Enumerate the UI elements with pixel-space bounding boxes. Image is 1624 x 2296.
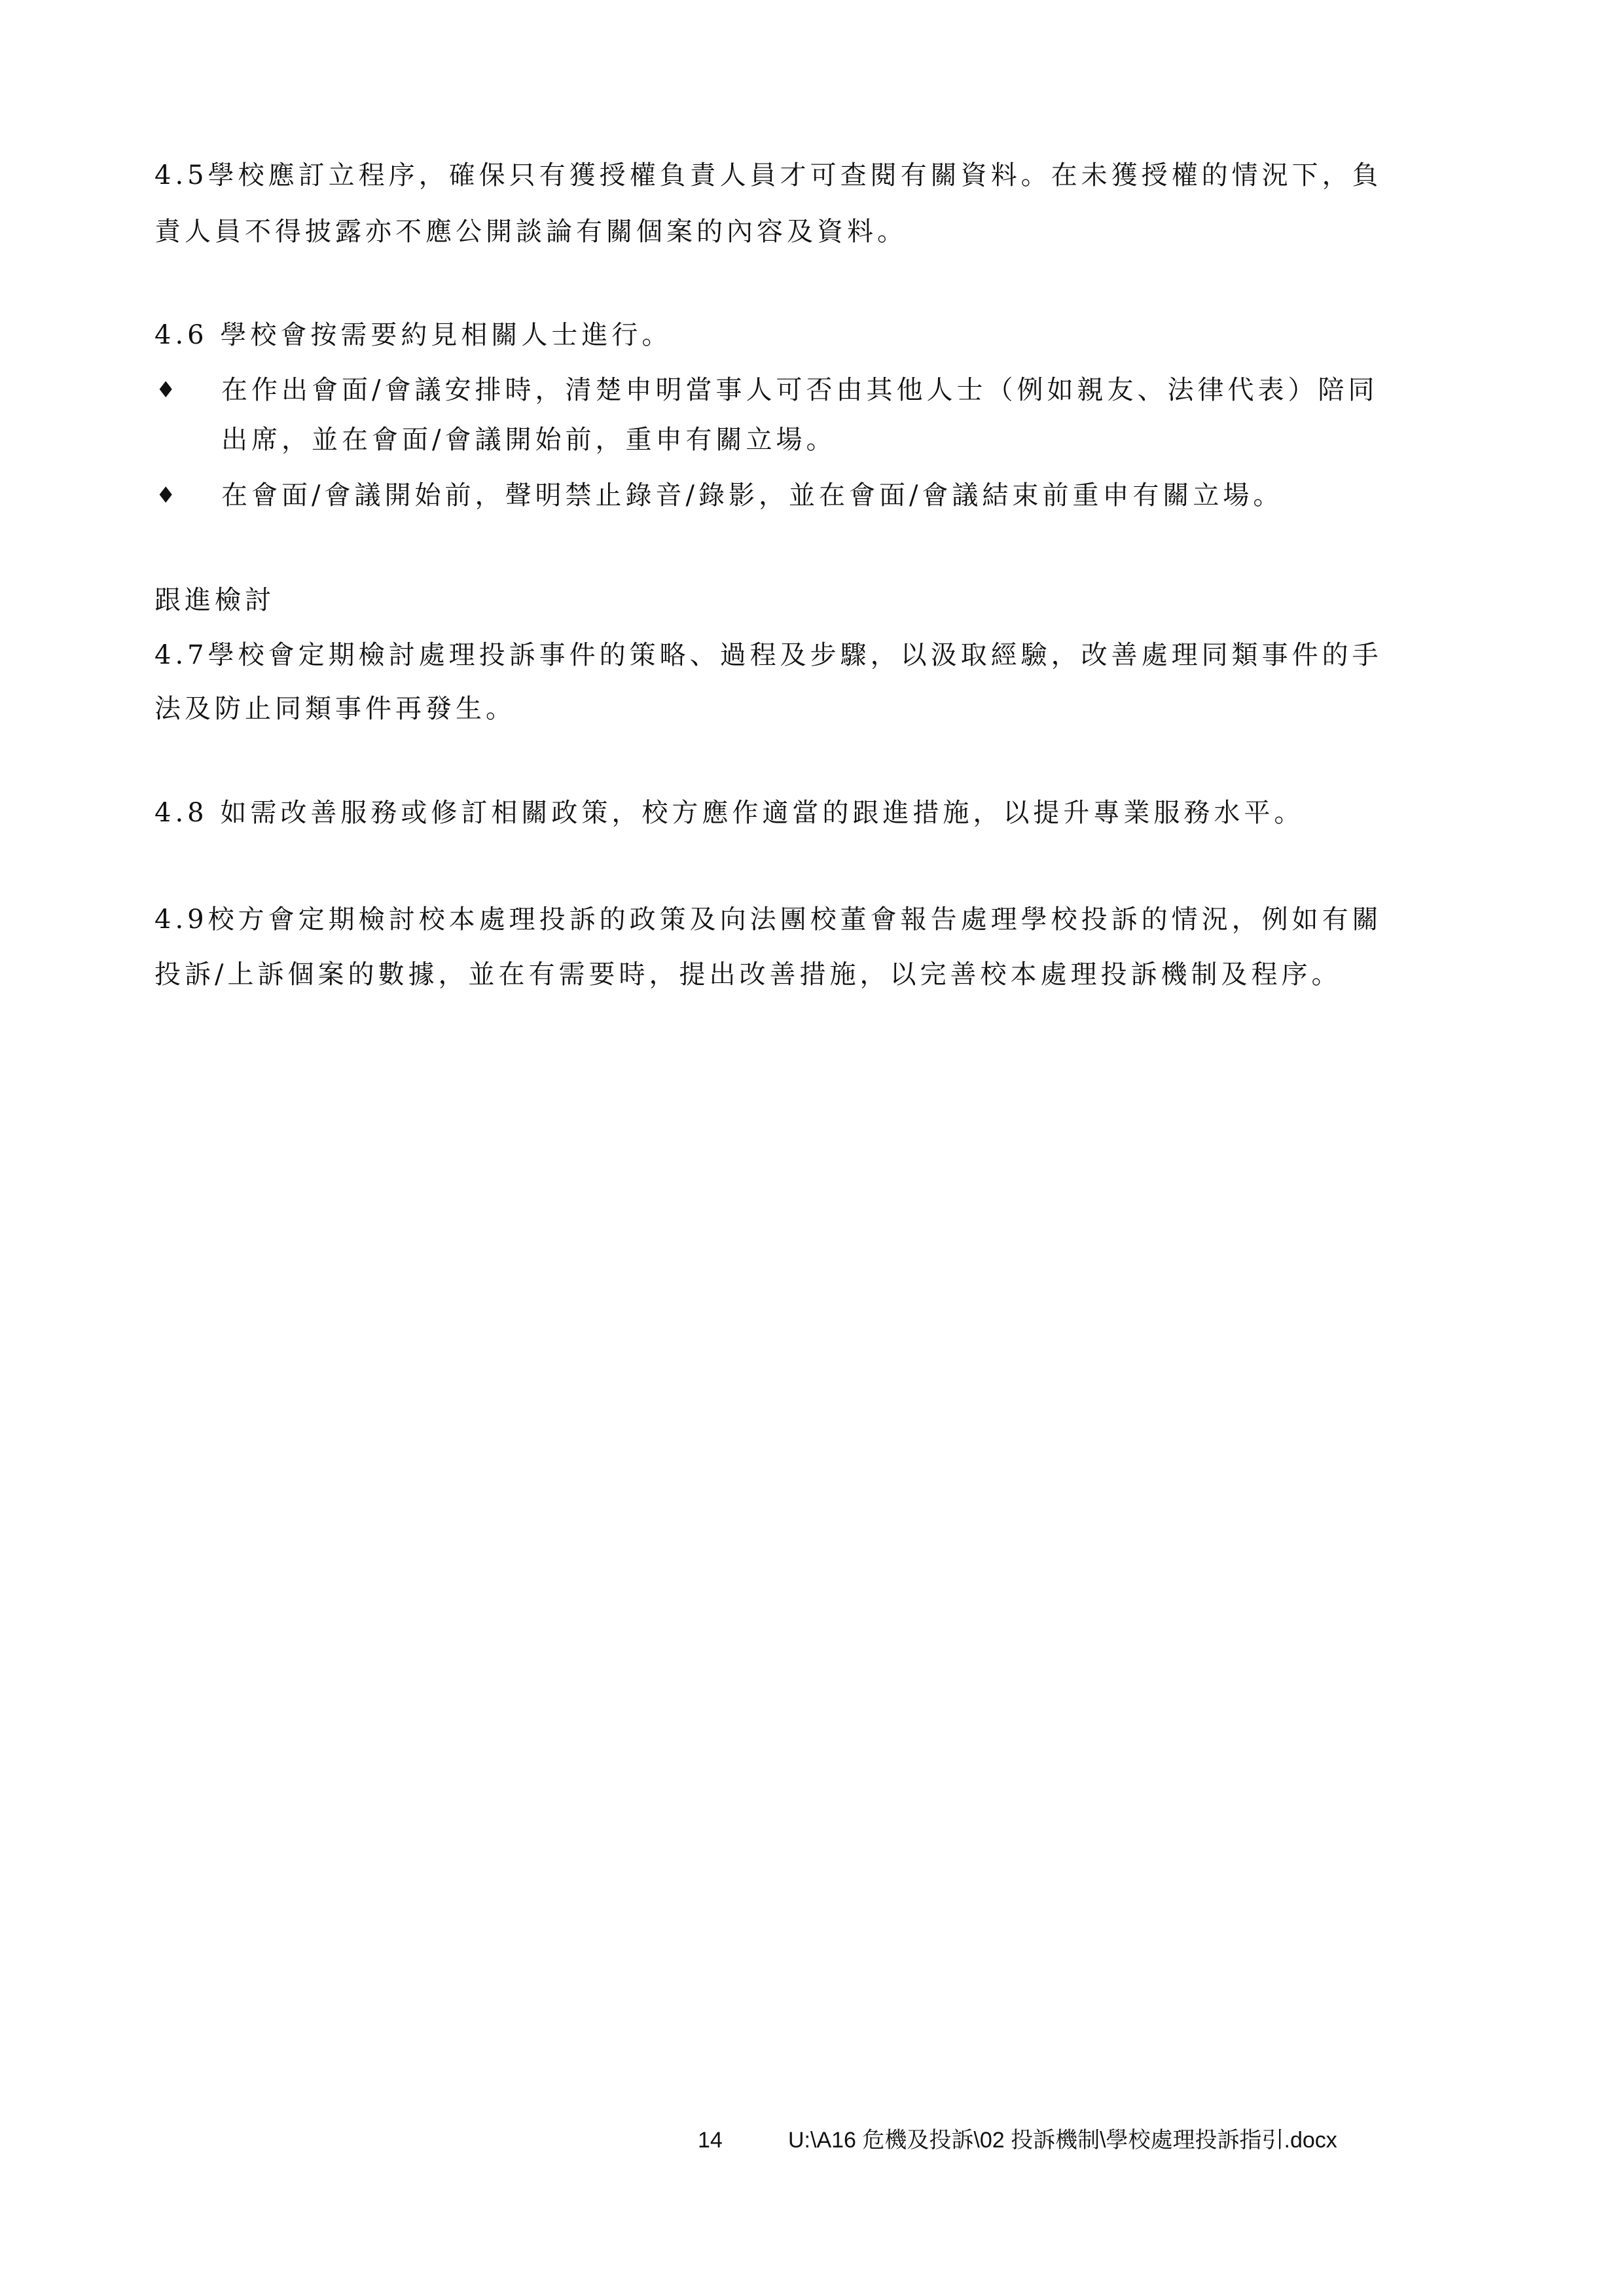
bullet-diamond-icon: ♦: [156, 377, 176, 403]
paragraph-4-9-line-2: 投訴/上訴個案的數據，並在有需要時，提出改善措施，以完善校本處理投訴機制及程序。: [154, 960, 1342, 990]
bullet-diamond-icon: ♦: [156, 482, 176, 509]
bullet-1-line-2: 出席，並在會面/會議開始前，重申有關立場。: [221, 425, 837, 455]
paragraph-4-7-line-1: 4.7學校會定期檢討處理投訴事件的策略、過程及步驟，以汲取經驗，改善處理同類事件的手: [154, 640, 1382, 670]
paragraph-4-6-intro: 4.6 學校會按需要約見相關人士進行。: [154, 320, 672, 350]
bullet-1-line-1: 在作出會面/會議安排時，清楚申明當事人可否由其他人士（例如親友、法律代表）陪同: [221, 375, 1379, 405]
bullet-2-line-1: 在會面/會議開始前，聲明禁止錄音/錄影，並在會面/會議結束前重申有關立場。: [221, 480, 1284, 511]
paragraph-4-7-line-2: 法及防止同類事件再發生。: [154, 694, 516, 724]
paragraph-4-5-line-1: 4.5學校應訂立程序，確保只有獲授權負責人員才可查閱有關資料。在未獲授權的情況下，負: [154, 160, 1382, 190]
paragraph-4-5-line-2: 責人員不得披露亦不應公開談論有關個案的內容及資料。: [154, 217, 907, 247]
footer-file-path: U:\A16 危機及投訴\02 投訴機制\學校處理投訴指引.docx: [788, 2128, 1337, 2153]
paragraph-4-8-line-1: 4.8 如需改善服務或修訂相關政策，校方應作適當的跟進措施，以提升專業服務水平。: [154, 798, 1305, 828]
footer-page-number: 14: [698, 2128, 723, 2153]
section-heading-followup: 跟進檢討: [154, 585, 275, 615]
paragraph-4-9-line-1: 4.9校方會定期檢討校本處理投訴的政策及向法團校董會報告處理學校投訴的情況，例如有關: [154, 905, 1382, 935]
